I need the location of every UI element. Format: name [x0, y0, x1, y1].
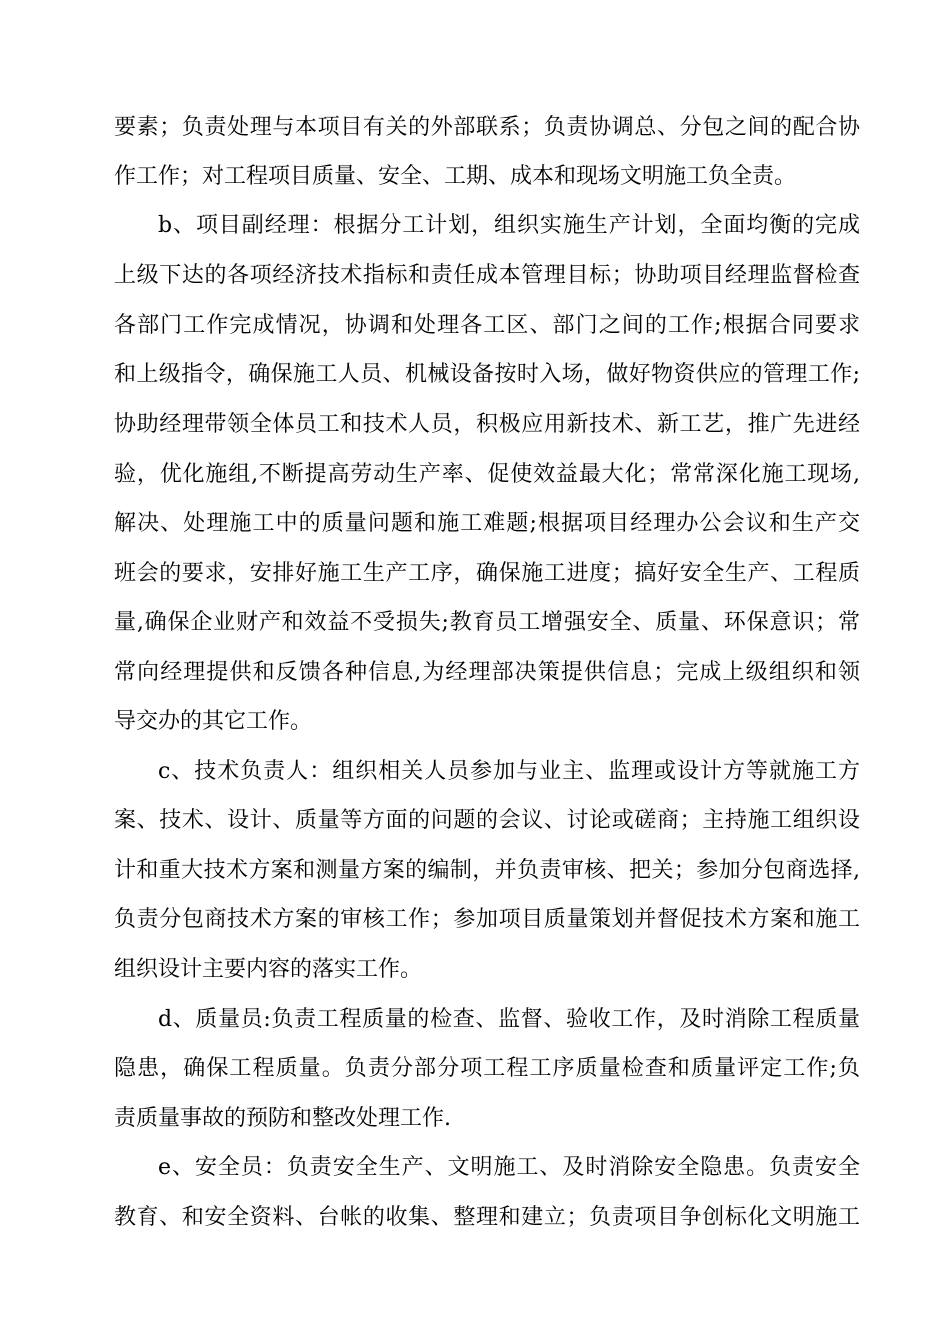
- text-line: 各部门工作完成情况，协调和处理各工区、部门之间的工作;根据合同要求: [114, 313, 860, 338]
- paragraph-b-start: b、项目副经理：根据分工计划，组织实施生产计划，全面均衡的完成: [158, 213, 860, 238]
- text-line: 案、技术、设计、质量等方面的问题的会议、讨论或磋商；主持施工组织设: [114, 808, 860, 833]
- text-line: 和上级指令，确保施工人员、机械设备按时入场，做好物资供应的管理工作;: [114, 362, 860, 387]
- text-line: 上级下达的各项经济技术指标和责任成本管理目标；协助项目经理监督检查: [114, 263, 860, 288]
- text-line: 量,确保企业财产和效益不受损失;教育员工增强安全、质量、环保意识；常: [114, 610, 860, 635]
- text-line: 负责分包商技术方案的审核工作；参加项目质量策划并督促技术方案和施工: [114, 907, 860, 932]
- text-line: 协助经理带领全体员工和技术人员，积极应用新技术、新工艺，推广先进经: [114, 412, 860, 437]
- text-line: 教育、和安全资料、台帐的收集、整理和建立；负责项目争创标化文明施工: [114, 1205, 860, 1230]
- paragraph-c-start: c、技术负责人：组织相关人员参加与业主、监理或设计方等就施工方: [158, 759, 860, 784]
- text-line: 导交办的其它工作。: [114, 709, 313, 734]
- text-line: 常向经理提供和反馈各种信息,为经理部决策提供信息；完成上级组织和领: [114, 660, 860, 685]
- text-line: 班会的要求，安排好施工生产工序，确保施工进度；搞好安全生产、工程质: [114, 561, 860, 586]
- paragraph-d-start: d、质量员:负责工程质量的检查、监督、验收工作，及时消除工程质量: [158, 1007, 860, 1032]
- text-line: 作工作；对工程项目质量、安全、工期、成本和现场文明施工负全责。: [114, 164, 797, 189]
- text-line: 组织设计主要内容的落实工作。: [114, 957, 423, 982]
- text-line: 解决、处理施工中的质量问题和施工难题;根据项目经理办公会议和生产交: [114, 511, 860, 536]
- text-line: 隐患，确保工程质量。负责分部分项工程工序质量检查和质量评定工作;负: [114, 1056, 860, 1081]
- text-line: 计和重大技术方案和测量方案的编制，并负责审核、把关；参加分包商选择,: [114, 858, 860, 883]
- text-line: 责质量事故的预防和整改处理工作.: [114, 1106, 451, 1131]
- paragraph-e-start: e、安全员：负责安全生产、文明施工、及时消除安全隐患。负责安全: [158, 1155, 860, 1180]
- text-line: 要素；负责处理与本项目有关的外部联系；负责协调总、分包之间的配合协: [114, 115, 860, 140]
- text-line: 验，优化施组,不断提高劳动生产率、促使效益最大化；常常深化施工现场,: [114, 462, 860, 487]
